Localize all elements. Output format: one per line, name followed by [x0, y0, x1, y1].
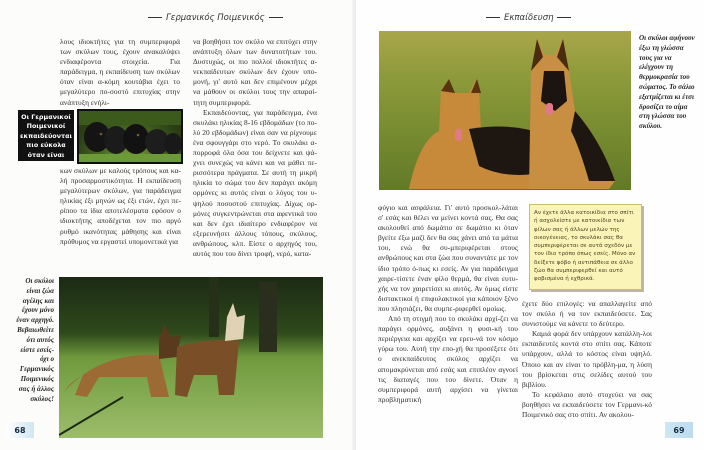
page-number-right	[665, 422, 693, 438]
rule-dash	[269, 17, 283, 18]
side-caption-text: Οι σκύλοι είναι ζώα αγέλης και έχουν μόνο έναν αρχηγό. Βεβαιωθείτε ότι αυτός είστε εσείς-όχι ο Γερμανικός Ποιμενικός σας ή άλλος σκύλος!	[16, 277, 54, 403]
sitting-shepherds-illustration	[379, 31, 631, 190]
running-head-text: Γερμανικός Ποιμενικός	[166, 13, 265, 23]
sitting-shepherds-photo	[379, 31, 631, 190]
left-column-1-bottom	[60, 166, 181, 247]
page-number-text: 68	[14, 425, 26, 435]
tip-box-text: Αν έχετε άλλα κατοικίδια στο σπίτι ή ασχολείστε με κατοικίδια των φίλων σας ή άλλων μελών της οικογένειας, το σκυλάκι σας θα συμπεριφέρεται σε αυτά σχεδόν με τον ίδιο τρόπο όπως εσείς. Μόνο αν δείξετε φόβο ή αντιπάθεια σε άλλο ζώο θα συμπεριφερθεί και αυτό φοβισμένα ή εχθρικά.	[534, 210, 636, 283]
puppies-illustration	[79, 111, 181, 162]
rule-dash	[557, 17, 571, 18]
paragraph: Εκπαιδεύοντας, για παράδειγμα, ένα σκυλάκι ηλικίας 8-16 εβδομάδων (το πο-λύ 20 εβδομάδων) είναι σαν να ρίχνουμε ένα σφουγγάρι στο νερό. Το σκυλάκι α-πορροφά όλα όσα του δείχνετε και ψά-χνει συνεχώς να κάνει και να μάθει πε-ρισσότερα πράγματα. Σε αυτή τη μικρή ηλικία το σώμα του δεν παράγει ακόμη ορμόνες κι αυτός είναι ο λόγος του υ-ψηλού ποσοστού επιτυχίας. Δίχως ορ-μόνες συγκεντρώνεται στα αφεντικά του και δεν έχει ιδιαίτερο ενδιαφέρον να εξερευνήσει άλλους τόπους, σκύλους, ανθρώπους, κλπ. Είστε ο αρχηγός του, αυτός που του δίνει τροφή, νερό, κατα-	[193, 107, 317, 258]
running-head-left	[144, 13, 287, 23]
puppies-caption-text: Οι Γερμανικοί Ποιμενικοί εκπαιδεύονται πιο εύκολα όταν είναι κουτάβια.	[20, 113, 72, 169]
paragraph: να βοηθήσει τον σκύλο να επιτύχει στην ανάπτυξη όλων των δυνατοτήτων του. Δυστυχώς, οι πιο πολλοί ιδιοκτήτες α-νεκπαίδευτων σκύλων δεν έχουν υπο-μονή, γι' αυτό και δεν επιμένουν μέχρι να μάθουν οι σκύλοι τους την απαραί-τητη συμπεριφορά.	[193, 37, 317, 107]
right-column-1	[378, 203, 518, 405]
running-head-text: Εκπαίδευση	[504, 13, 554, 23]
puppies-photo	[77, 109, 183, 164]
left-column-2	[193, 37, 317, 259]
paragraph: Από τη στιγμή που το σκυλάκι αρχί-ζει να παράγει ορμόνες, αυξάνει η φυσι-κή του περιέργεια και αρχίζει να ερευ-νά τον κόσμο γύρω του. Αυτή την επο-χή θα προσέξετε ότι ο ανεκπαίδευτος σκύλος αρχίζει να απομακρύνεται από εσάς και επιπλέον αγνοεί τις διαταγές που του δίνετε. Όταν η συμπεριφορά αυτή αρχίσει να γίνεται προβληματική	[378, 314, 518, 404]
left-side-caption	[14, 277, 54, 404]
page-number-text: 69	[673, 425, 685, 435]
paragraph: λους ιδιοκτήτες για τη συμπεριφορά των σκύλων τους, έχουν ανακαλύψει ενδιαφέροντα στοιχεία. Για παράδειγμα, η εκπαίδευση των σκύλων όταν είναι α-κόμη κουτάβια έχει το μεγαλύτερο πο-σοστό επιτυχίας στην ανάπτυξη ενήλι-	[60, 37, 180, 107]
right-column-2	[522, 299, 652, 420]
paragraph: Το κεφάλαιο αυτό στοχεύει να σας βοηθήσει να εκπαιδεύσετε τον Γερμανι-κό Ποιμενικό σας στο σπίτι. Αν ακολου-	[522, 389, 652, 420]
paragraph: Καμιά φορά δεν υπάρχουν κατάλλη-λοι εκπαιδευτές κοντά στο σπίτι σας. Κάποτε υπάρχουν, αλλά το κόστος είναι υψηλό. Όποιο και αν είναι το πρόβλη-μα, η λύση του βρίσκεται στις σελίδες αυτού του βιβλίου.	[522, 329, 652, 389]
right-side-caption	[639, 34, 695, 132]
tip-box	[529, 204, 642, 290]
rule-dash	[486, 17, 500, 18]
walking-shepherds-photo	[59, 277, 323, 438]
paragraph: κων σκύλων με καλούς τρόπους και κα-λή προσαρμοστικότητα. Η εκπαίδευση μεγαλύτερων σκύλων, για παράδειγμα ηλικίας έξι μηνών ως έξι ετών, έχει πε-ρίπου τα ίδια αποτελέσματα εφόσον ο ιδιοκτήτης αποδέχεται τον πιο αργό ρυθμό ικανότητας μάθησης και είναι πρόθυμος να εργαστεί υπομονετικά για	[60, 166, 181, 246]
side-caption-text: Οι σκύλοι αφήνουν έξω τη γλώσσα τους για να ελέγχουν τη θερμοκρασία του σώματος. Το σάλιο εξατμίζεται κι έτσι δροσίζει το αίμα στη γλώσσα του σκύλου.	[639, 34, 695, 131]
puppies-caption-box	[18, 110, 74, 169]
walking-shepherds-illustration	[59, 277, 323, 438]
paragraph: φύγιο και ασφάλεια. Γι' αυτό προσκολ-λάται σ' εσάς και θέλει να μείνει κοντά σας. Θα σας ακολουθεί από δωμάτιο σε δωμάτιο κι όταν βγείτε έξω μαζί δεν θα σας χάνει από τα μάτια του, ενώ θα συ-μπεριφέρεται στους ανθρώπους και στα ζώα που συναντάτε με τον ίδιο τρόπο ό-πως κι εσείς. Αν για παράδειγμα χαιρε-τίσετε έναν φίλο θερμά, θα είναι ευτυ-χής να τον χαιρετίσει κι αυτός. Αν όμως είστε διστακτικοί ή επιφυλακτικοί για κάποιον ξένο που πλησιάζει, θα συμπε-ριφερθεί ομοίως.	[378, 203, 518, 313]
paragraph: έχετε δύο επιλογές: να απαλλαγείτε από τον σκύλο ή να τον εκπαιδεύσετε. Σας συνιστούμε να κάνετε το δεύτερο.	[522, 299, 652, 329]
page-number-left	[6, 422, 34, 438]
left-column-1-top	[60, 37, 180, 108]
running-head-right	[482, 13, 575, 23]
rule-dash	[148, 17, 162, 18]
